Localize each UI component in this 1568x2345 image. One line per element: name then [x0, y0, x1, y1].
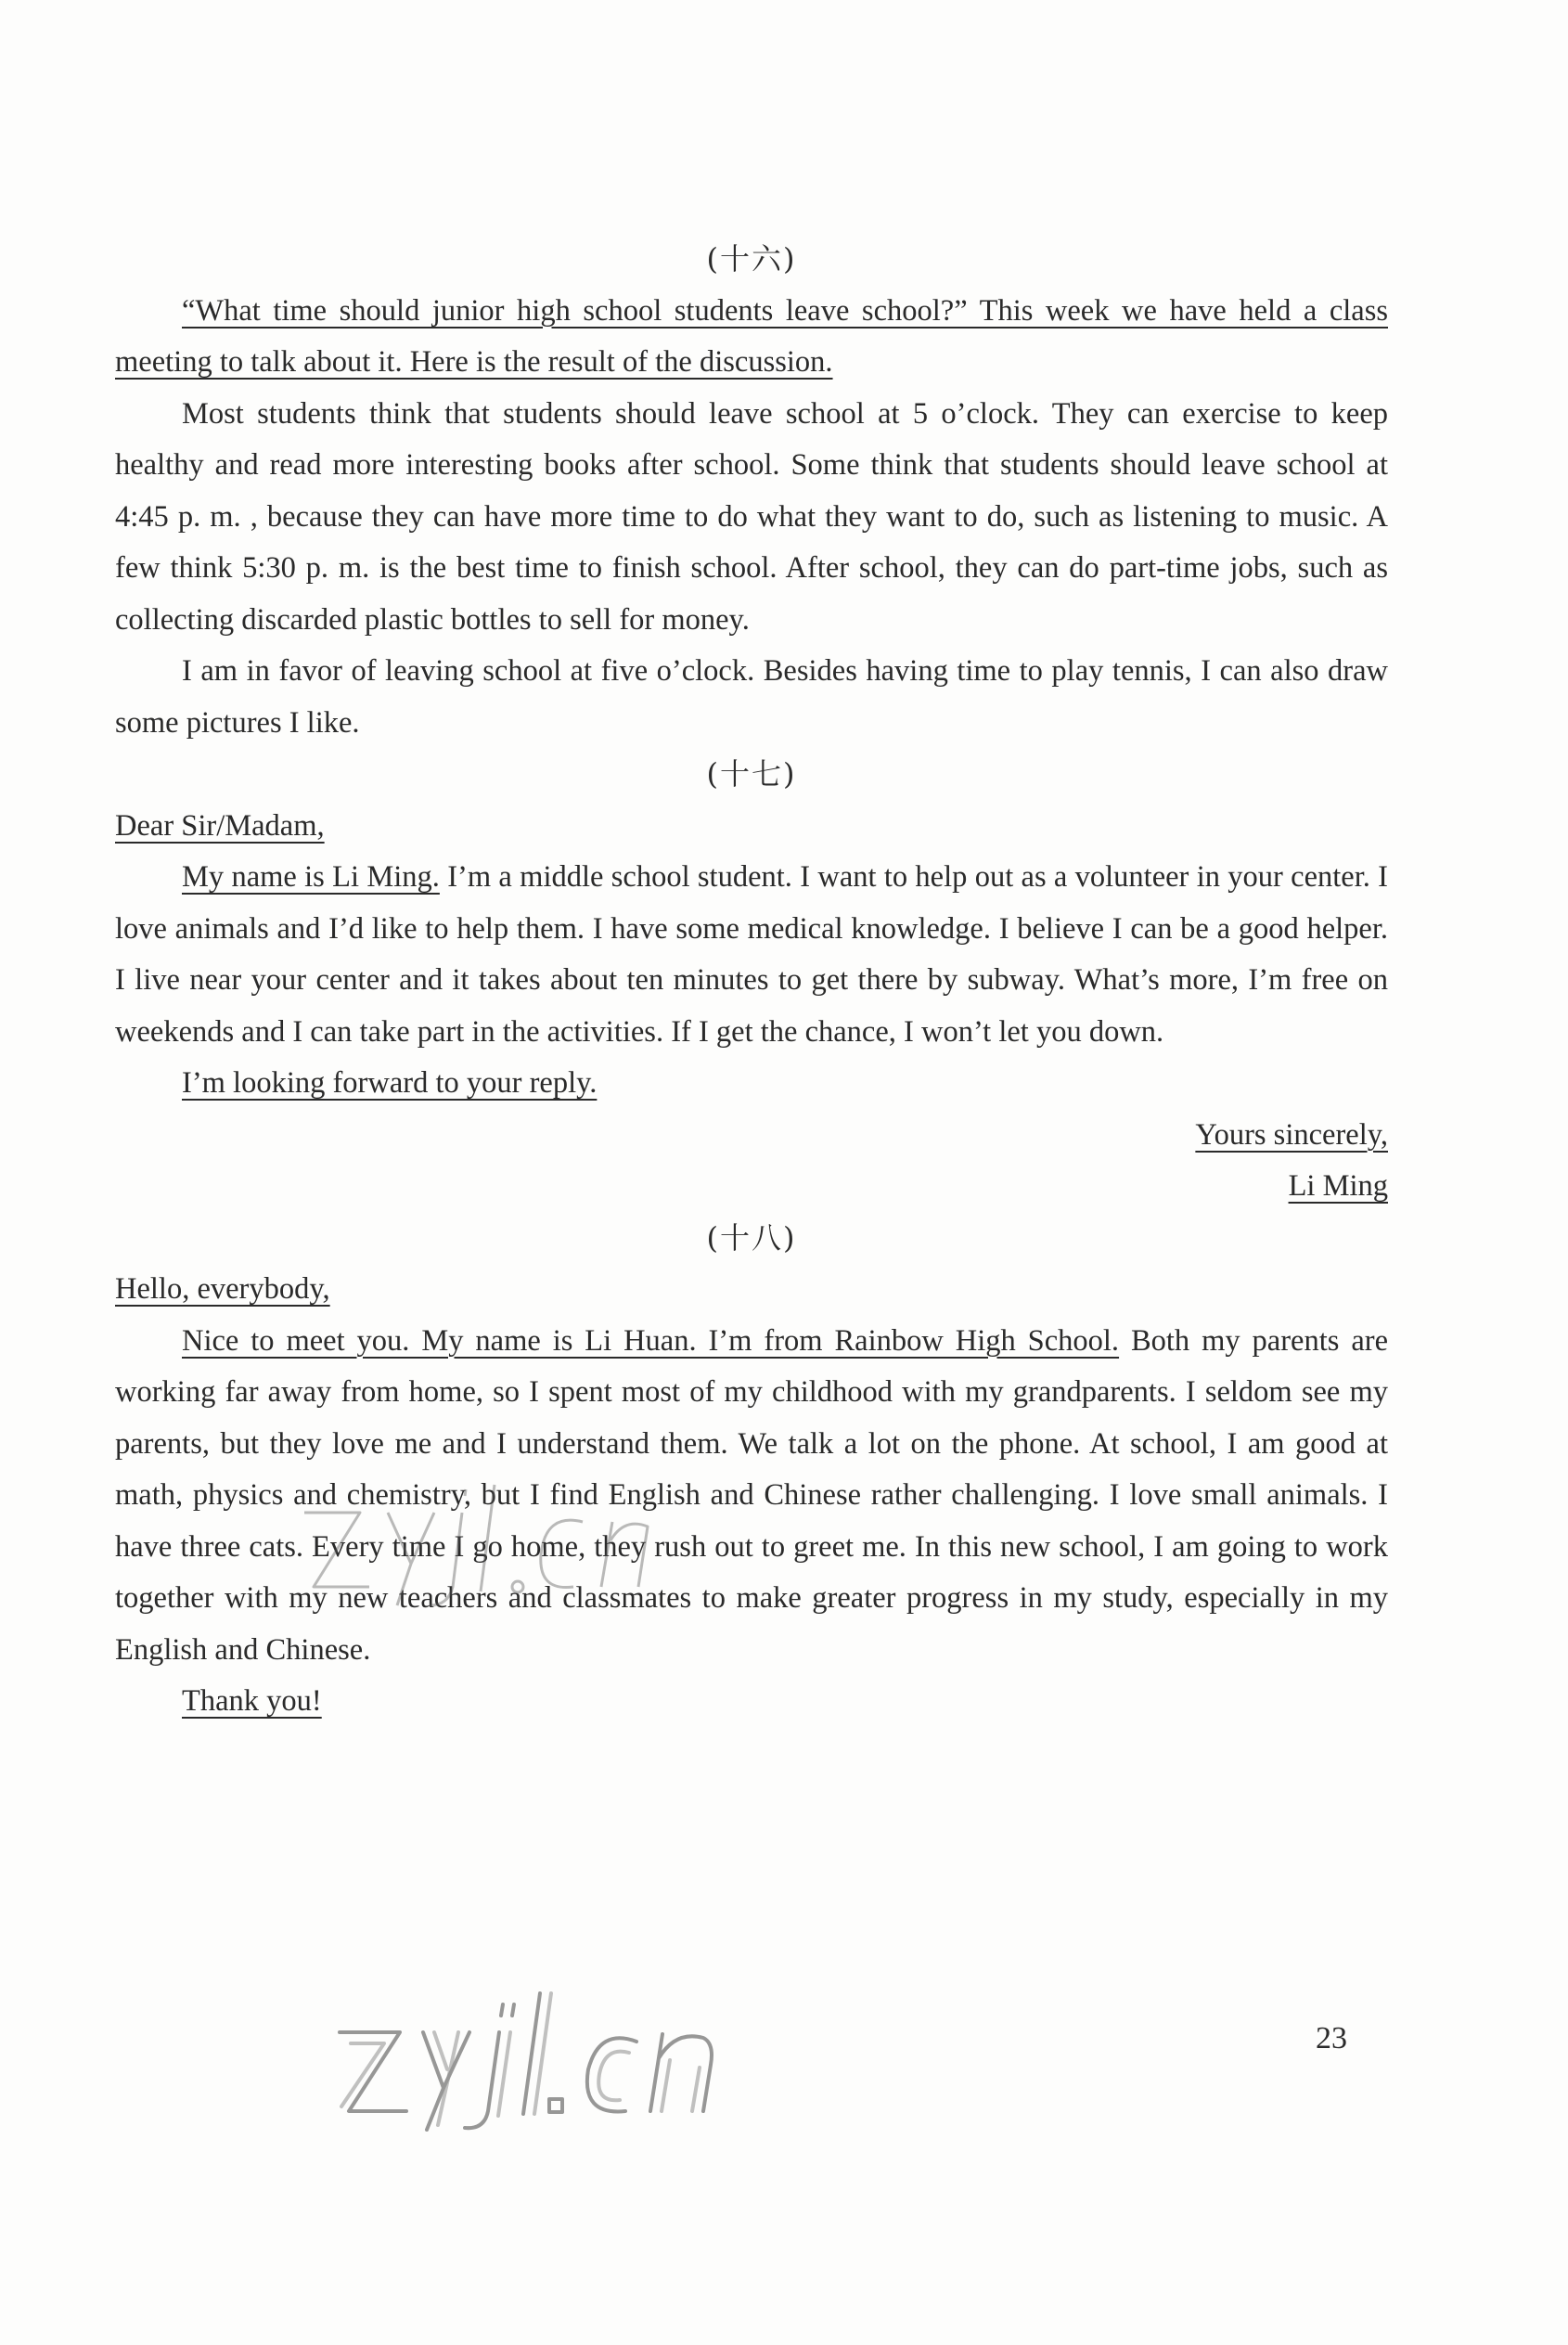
underlined-speech-opening: Nice to meet you. My name is Li Huan. I’m from Rainbow High School.: [182, 1323, 1120, 1358]
speech-salutation: [115, 1264, 1388, 1316]
letter-body: [115, 852, 1388, 1058]
underlined-sign-off: Yours sincerely,: [1195, 1117, 1388, 1152]
section-16-paragraph-2: Most students think that students should leave school at 5 o’clock. They can exercise to keep healthy and read more interesting books after school. Some think that students should leave school at 4:45 p. m. , because they can have more time to do what they want to do, such as listening to music. A few think 5:30 p. m. is the best time to finish school. After school, they can do part-time jobs, such as collecting discarded plastic bottles to sell for money.: [115, 396, 1388, 637]
page-number: 23: [1316, 2021, 1347, 2055]
watermark-logo-faint: [295, 1475, 722, 1615]
underlined-signature: Li Ming: [1288, 1169, 1388, 1203]
section-heading-16: (十六): [706, 241, 797, 277]
section-16-intro: [115, 286, 1388, 389]
underlined-speech-salutation: Hello, everybody,: [115, 1272, 330, 1306]
underlined-opening: My name is Li Ming.: [182, 860, 440, 894]
underlined-speech-closing: Thank you!: [182, 1684, 322, 1718]
speech-closing: [115, 1676, 1388, 1728]
underlined-salutation: Dear Sir/Madam,: [115, 808, 325, 843]
section-heading-17: (十七): [706, 756, 797, 792]
letter-closing-line: [115, 1058, 1388, 1110]
section-16-paragraph-3: I am in favor of leaving school at five o’clock. Besides having time to play tennis, I can also draw some pictures I like.: [115, 654, 1388, 740]
letter-body-text: I’m a middle school student. I want to help out as a volunteer in your center. I love animals and I’d like to help them. I have some medical knowledge. I believe I can be a good helper. I live near your center and it takes about ten minutes to get there by subway. What’s more, I’m free on weekends and I can take part in the activities. If I get the chance, I won’t let you down.: [115, 860, 1389, 1049]
letter-signature: [115, 1161, 1388, 1213]
letter-salutation: [115, 801, 1388, 853]
section-heading-18: (十八): [706, 1219, 797, 1256]
underlined-intro: “What time should junior high school students leave school?” This week we have held a class meeting to talk about it. Here is the result of the discussion.: [115, 293, 1388, 379]
underlined-closing: I’m looking forward to your reply.: [182, 1066, 598, 1100]
watermark-logo: [330, 1977, 757, 2134]
letter-sign-off: [115, 1110, 1388, 1162]
speech-body-text: Both my parents are working far away from home, so I spent most of my childhood with my grandparents. I seldom see my parents, but they love me and I understand them. We talk a lot on the phone. At school, I am good at math, physics and chemistry, but I find English and Chinese rather challenging. I love small animals. I have three cats. Every time I go home, they rush out to greet me. In this new school, I am going to work together with my new teachers and classmates to make greater progress in my study, especially in my English and Chinese.: [115, 1323, 1388, 1667]
